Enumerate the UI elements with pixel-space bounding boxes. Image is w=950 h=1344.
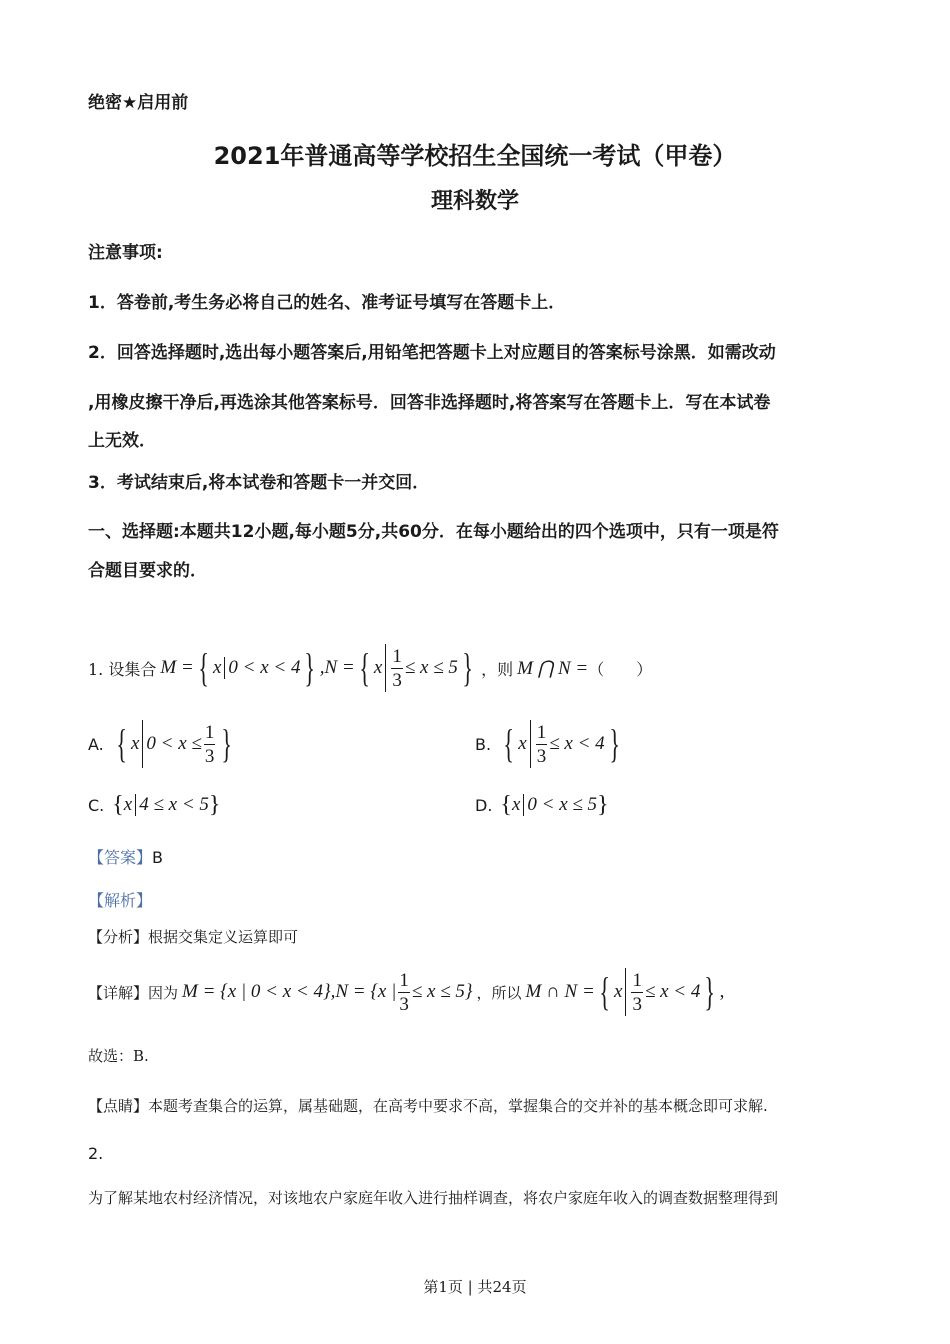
q1-option-c-var: x	[123, 794, 133, 815]
q1-option-c: C. { x 4 ≤ x < 5 }	[88, 791, 221, 818]
q1-detail-sets: M = {x | 0 < x < 4},N = {x |	[182, 981, 397, 1002]
q1-option-a: A. { x 0 < x ≤ $\frac{1}{3}$ }	[88, 721, 233, 767]
q1-detail-res-den: 3	[632, 993, 642, 1015]
q1-option-d-var: x	[511, 794, 521, 815]
q1-option-c-cond: 4 ≤ x < 5	[139, 794, 209, 815]
q1-set-n-cond: ≤ x ≤ 5	[404, 657, 458, 678]
q1-option-d-cond: 0 < x ≤ 5	[527, 794, 598, 815]
secret-label: 绝密★启用前	[88, 93, 189, 113]
q2-text: 为了解某地农村经济情况，对该地农户家庭年收入进行抽样调查，将农户家庭年收入的调查数据整理得到	[88, 1189, 779, 1207]
q1-detail-den: 3	[399, 993, 409, 1015]
q1-intersect-expr: M ⋂ N =	[517, 657, 589, 679]
q1-option-a-var: x	[130, 733, 140, 754]
q2-number: 2.	[88, 1144, 104, 1163]
q1-set-m-lhs: M =	[160, 657, 194, 678]
q1-fenxi: 【分析】根据交集定义运算即可	[88, 928, 299, 946]
q1-detail-after: ≤ x ≤ 5}	[411, 981, 473, 1002]
notice-heading: 注意事项:	[88, 243, 163, 263]
q1-option-b-label: B.	[475, 734, 492, 754]
notice-item-2-line-1: 2．回答选择题时,选出每小题答案后,用铅笔把答题卡上对应题目的答案标号涂黑．如需改动	[88, 343, 776, 363]
notice-item-2-line-2: ,用橡皮擦干净后,再选涂其他答案标号．回答非选择题时,将答案写在答题卡上．写在本试卷	[88, 393, 771, 413]
q1-option-b-cond: ≤ x < 4	[549, 733, 605, 754]
notice-item-1: 1．答卷前,考生务必将自己的姓名、准考证号填写在答题卡上．	[88, 293, 566, 313]
q1-detail-res-lhs: M ∩ N =	[525, 981, 595, 1002]
q1-option-c-label: C.	[88, 795, 105, 815]
q1-frac-den: 3	[392, 669, 402, 691]
q1-stem: 1. 设集合 M = { x 0 < x < 4 } ,N = { x $\frac{1}{3}$ ≤ x ≤ 5 } ，则 M ⋂ N = （ ）	[88, 645, 653, 691]
q1-option-a-num: 1	[204, 721, 215, 743]
q1-detail-res-after: ≤ x < 4	[644, 981, 701, 1002]
q1-then: ，则	[481, 659, 514, 679]
q1-option-a-den: 3	[204, 745, 215, 767]
q1-dianjing: 【点睛】本题考查集合的运算，属基础题，在高考中要求不高，掌握集合的交并补的基本概念即可求解.	[88, 1097, 768, 1115]
section-heading-line-1: 一、选择题:本题共12小题,每小题5分,共60分．在每小题给出的四个选项中，只有一项是符	[88, 522, 779, 542]
page-footer: 第1页 | 共24页	[423, 1278, 527, 1296]
q1-paren: （ ）	[588, 659, 653, 679]
notice-item-3: 3．考试结束后,将本试卷和答题卡一并交回．	[88, 473, 430, 493]
q1-frac-num: 1	[392, 645, 402, 667]
q1-option-b: B. { x $\frac{1}{3}$ ≤ x < 4 }	[475, 721, 620, 767]
q1-option-b-var: x	[518, 733, 527, 754]
q1-option-a-label: A.	[88, 734, 104, 754]
q1-detail-so: ，所以	[476, 983, 522, 1002]
q1-detail-res-num: 1	[632, 969, 642, 991]
q1-set-n-var: x	[373, 657, 383, 678]
q1-detail-num: 1	[399, 969, 409, 991]
q1-detail-res-tail: ,	[719, 981, 725, 1002]
q1-set-m-var: x	[212, 657, 222, 678]
q1-option-a-cond: 0 < x ≤	[146, 733, 202, 754]
q1-answer	[88, 845, 163, 868]
subject-title: 理科数学	[430, 189, 519, 214]
page-title: 2021年普通高等学校招生全国统一考试（甲卷）	[213, 142, 737, 170]
q1-option-b-den: 3	[536, 745, 547, 767]
q1-prefix: 1. 设集合	[88, 659, 157, 679]
section-heading-line-2: 合题目要求的．	[88, 561, 207, 581]
q1-answer-tag: 【答案】	[88, 848, 153, 867]
q1-set-n-lhs: ,N =	[319, 657, 355, 678]
q1-choose: 故选：B.	[88, 1047, 149, 1065]
q1-option-b-num: 1	[536, 721, 547, 743]
q1-option-d-label: D.	[475, 795, 493, 815]
q1-detail-res-var: x	[614, 981, 623, 1002]
q1-detail-tag: 【详解】因为	[88, 983, 179, 1002]
q1-option-d: D. { x 0 < x ≤ 5 }	[475, 791, 609, 818]
q1-analysis-tag: 【解析】	[88, 891, 153, 910]
notice-item-2-line-3: 上无效．	[88, 431, 156, 451]
q1-answer-value: B	[152, 848, 163, 867]
q1-detail: 【详解】因为 M = {x | 0 < x < 4},N = {x | $\frac{1}{3}$ ≤ x ≤ 5} ，所以 M ∩ N = { x $\frac{1}{3}$ ≤ x < 4 } ,	[88, 969, 725, 1015]
q1-set-m-cond: 0 < x < 4	[228, 657, 301, 678]
